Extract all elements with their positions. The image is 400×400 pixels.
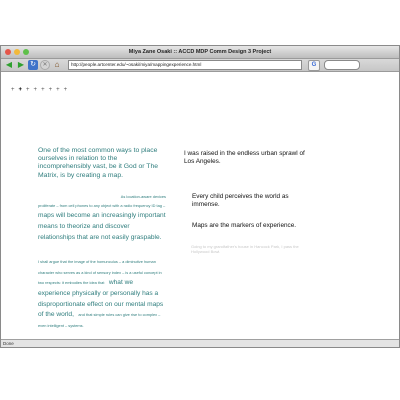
- faded-paragraph: Going to my grandfather's house in Hancock Park, I pass the Hollywood Bowl.: [191, 244, 299, 254]
- child-paragraph: Every child perceives the world as immense.: [192, 193, 289, 208]
- intro-paragraph: One of the most common ways to place ourselves in relation to the incomprehensibly vast, be it God or The Matrix, is by creating a map.: [38, 147, 159, 179]
- homunculus-small-text: I shall argue that the image of the homunculus – a diminutive human character who serves as a kind of sensory index – is a useful concept in two respects: it embodies the idea that: [38, 259, 162, 286]
- homunculus-large-text: what we experience physically or personally has a disproportionate effect on our mental maps of the world,: [38, 279, 164, 319]
- zoom-window-button[interactable]: [23, 49, 29, 55]
- window-title: Miya Zane Osaki :: ACCD MDP Comm Design 3 Project: [128, 49, 272, 55]
- page-content: [1, 73, 399, 339]
- status-bar: Done: [1, 339, 399, 347]
- maps-paragraph: Maps are the markers of experience.: [192, 222, 297, 229]
- nav-marker[interactable]: +: [63, 87, 68, 93]
- back-arrow-icon[interactable]: ◀: [5, 60, 13, 69]
- nav-marker[interactable]: +: [56, 87, 60, 93]
- stop-icon[interactable]: ✕: [40, 60, 50, 70]
- left-column: [38, 147, 166, 329]
- raised-paragraph: I was raised in the endless urban sprawl of Los Angeles.: [184, 150, 305, 165]
- nav-marker[interactable]: +: [11, 87, 15, 93]
- forward-arrow-icon[interactable]: ▶: [17, 60, 25, 69]
- devices-paragraph: [38, 194, 166, 241]
- window-controls: [5, 49, 29, 55]
- address-bar[interactable]: http://people.artcenter.edu/~osaki/miya/mappingexperience.html: [68, 60, 302, 70]
- devices-small-lead: As location-aware devices: [120, 193, 166, 199]
- reload-icon[interactable]: ↻: [28, 60, 38, 70]
- nav-marker[interactable]: +: [48, 87, 53, 93]
- page-navigation: [11, 87, 67, 93]
- devices-small-text: proliferate – from cell phones to any object with a radio frequency ID tag –: [38, 202, 166, 208]
- search-engine-button[interactable]: G: [308, 60, 320, 71]
- search-input[interactable]: [324, 60, 360, 70]
- browser-toolbar: [1, 59, 399, 72]
- nav-marker-active[interactable]: +: [18, 87, 23, 93]
- title-bar: [1, 46, 399, 59]
- homunculus-paragraph: [38, 255, 166, 329]
- nav-marker[interactable]: +: [41, 87, 45, 93]
- home-icon[interactable]: ⌂: [54, 60, 60, 69]
- devices-large-text: maps will become an increasingly important means to theorize and discover relationships that are not easily graspable.: [38, 212, 166, 241]
- minimize-window-button[interactable]: [14, 49, 20, 55]
- nav-marker[interactable]: +: [33, 87, 38, 93]
- homunculus-small-tail: and that simple rules can give rise to complex – even intelligent – systems.: [38, 312, 161, 328]
- nav-marker[interactable]: +: [26, 87, 30, 93]
- browser-window: [0, 45, 400, 348]
- right-column: [184, 150, 314, 254]
- close-window-button[interactable]: [5, 49, 11, 55]
